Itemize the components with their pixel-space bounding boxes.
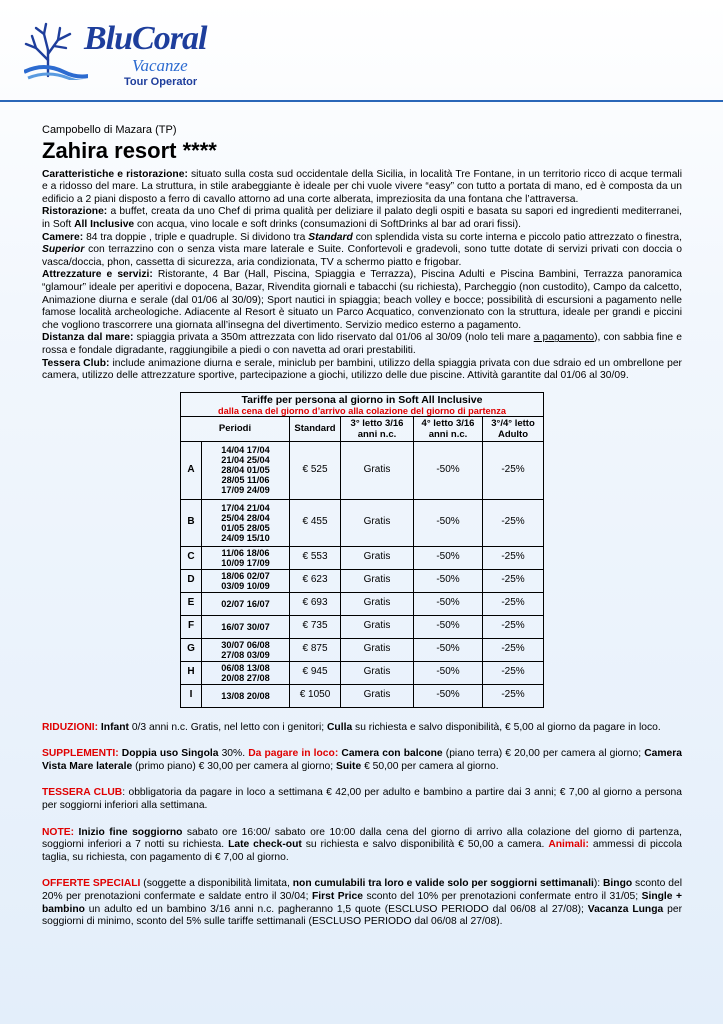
- header-adult-bed: 3°/4° letto Adulto: [483, 416, 544, 441]
- row-standard: € 525: [290, 441, 341, 499]
- row-fourth-bed: -50%: [414, 592, 483, 615]
- row-adult-bed: -25%: [483, 638, 544, 661]
- table-row: [181, 441, 544, 499]
- table-row: [181, 638, 544, 661]
- period-range: 27/08 03/09: [221, 649, 270, 660]
- table-row: [181, 569, 544, 592]
- row-code: D: [181, 569, 202, 592]
- row-fourth-bed: -50%: [414, 499, 483, 546]
- brand-name: BluCoral: [84, 20, 207, 57]
- row-periods: [202, 499, 290, 546]
- row-third-bed: Gratis: [341, 638, 414, 661]
- period-range: 16/07 30/07: [221, 621, 270, 632]
- period-range: 24/09 15/10: [221, 532, 270, 543]
- period-range: 17/09 24/09: [221, 485, 270, 496]
- price-table: [180, 392, 544, 708]
- location: Campobello di Mazara (TP): [42, 124, 177, 136]
- row-periods: [202, 638, 290, 661]
- header-periodi: Periodi: [181, 416, 290, 441]
- period-range: 30/07 06/08: [221, 639, 270, 650]
- row-periods: [202, 569, 290, 592]
- row-fourth-bed: -50%: [414, 615, 483, 638]
- page-title: Zahira resort ****: [42, 137, 217, 163]
- tessera-club-text: TESSERA CLUB: obbligatoria da pagare in loco a settimana € 42,00 per adulto e bambino a partire dai 3 anni; € 7,00 al giorno a persona per soggiorni inferiori alla settimana.: [42, 787, 682, 812]
- row-third-bed: Gratis: [341, 499, 414, 546]
- row-standard: € 623: [290, 569, 341, 592]
- row-third-bed: Gratis: [341, 569, 414, 592]
- period-range: 28/04 01/05: [221, 465, 270, 476]
- period-range: 10/09 17/09: [221, 557, 270, 568]
- row-standard: € 693: [290, 592, 341, 615]
- table-row: [181, 661, 544, 684]
- table-row: [181, 615, 544, 638]
- row-standard: € 1050: [290, 684, 341, 707]
- row-code: F: [181, 615, 202, 638]
- row-adult-bed: -25%: [483, 546, 544, 569]
- row-periods: [202, 592, 290, 615]
- offerte-text: OFFERTE SPECIALI (soggette a disponibilità limitata, non cumulabili tra loro e valide solo per soggiorni settimanali): Bingo sconto del 20% per prenotazioni confermate e saldate entro il 30/04; First Price sconto del 10% per prenotazioni confermate entro il 31/05; Single + bambino un adulto ed un bambino 3/16 anni n.c. pagheranno 1,5 quote (ESCLUSO PERIODO dal 06/08 al 27/08); Vacanza Lunga per soggiorni di minimo, sconto del 5% sulle tariffe settimanali (ESCLUSO PERIODO dal 06/08 al 27/08).: [42, 878, 682, 928]
- brand-tour-operator: Tour Operator: [124, 76, 198, 88]
- row-third-bed: Gratis: [341, 592, 414, 615]
- document-body: [42, 124, 682, 929]
- row-code: G: [181, 638, 202, 661]
- riduzioni-text: RIDUZIONI: Infant 0/3 anni n.c. Gratis, nel letto con i genitori; Culla su richiesta e salvo disponibilità, € 5,00 al giorno da pagare in loco.: [42, 721, 661, 733]
- table-title: Tariffe per persona al giorno in Soft All Inclusive: [241, 393, 483, 406]
- row-fourth-bed: -50%: [414, 546, 483, 569]
- period-range: 14/04 17/04: [221, 445, 270, 456]
- row-standard: € 455: [290, 499, 341, 546]
- row-periods: [202, 441, 290, 499]
- header-third-bed: 3° letto 3/16 anni n.c.: [341, 416, 414, 441]
- coral-icon: [24, 20, 88, 80]
- note-text: NOTE: Inizio fine soggiorno sabato ore 16:00/ sabato ore 10:00 dalla cena del giorno di arrivo alla colazione del giorno di partenza, soggiorni inferiori a 7 notti su richiesta. Late check-out su richiesta e salvo disponibilità € 50,00 a camera. Animali: ammessi di piccola taglia, su richiesta, con pagamento di € 7,00 al giorno.: [42, 826, 683, 863]
- row-third-bed: Gratis: [341, 684, 414, 707]
- period-range: 21/04 25/04: [221, 455, 270, 466]
- row-third-bed: Gratis: [341, 615, 414, 638]
- row-fourth-bed: -50%: [414, 441, 483, 499]
- row-periods: [202, 661, 290, 684]
- row-third-bed: Gratis: [341, 441, 414, 499]
- period-range: 20/08 27/08: [221, 672, 270, 683]
- period-range: 18/06 02/07: [221, 570, 270, 581]
- row-periods: [202, 546, 290, 569]
- period-range: 06/08 13/08: [221, 662, 270, 673]
- row-third-bed: Gratis: [341, 546, 414, 569]
- row-code: H: [181, 661, 202, 684]
- row-adult-bed: -25%: [483, 615, 544, 638]
- table-row: [181, 592, 544, 615]
- period-range: 13/08 20/08: [221, 690, 270, 701]
- table-row: [181, 684, 544, 707]
- row-code: B: [181, 499, 202, 546]
- row-adult-bed: -25%: [483, 441, 544, 499]
- supplementi-text: SUPPLEMENTI: Doppia uso Singola 30%. Da pagare in loco: Camera con balcone (piano terra) € 20,00 per camera al giorno; Camera Vista Mare laterale (primo piano) € 30,00 per camera al giorno; Suite € 50,00 per camera al giorno.: [42, 748, 683, 772]
- row-third-bed: Gratis: [341, 661, 414, 684]
- row-standard: € 735: [290, 615, 341, 638]
- row-fourth-bed: -50%: [414, 684, 483, 707]
- row-fourth-bed: -50%: [414, 661, 483, 684]
- period-range: 01/05 28/05: [221, 522, 270, 533]
- period-range: 25/04 28/04: [221, 512, 270, 523]
- row-adult-bed: -25%: [483, 592, 544, 615]
- table-row: [181, 499, 544, 546]
- brand-vacanze: Vacanze: [132, 56, 188, 75]
- table-row: [181, 546, 544, 569]
- period-range: 11/06 18/06: [221, 547, 270, 558]
- row-code: A: [181, 441, 202, 499]
- row-fourth-bed: -50%: [414, 569, 483, 592]
- header-fourth-bed: 4° letto 3/16 anni n.c.: [414, 416, 483, 441]
- brand-logo: [24, 16, 224, 94]
- row-code: C: [181, 546, 202, 569]
- period-range: 03/09 10/09: [221, 580, 270, 591]
- row-code: E: [181, 592, 202, 615]
- period-range: 17/04 21/04: [221, 502, 270, 513]
- row-periods: [202, 615, 290, 638]
- table-subtitle: dalla cena del giorno d’arrivo alla colazione del giorno di partenza: [218, 405, 506, 416]
- header-divider: [0, 100, 723, 102]
- row-adult-bed: -25%: [483, 569, 544, 592]
- description-text: Caratteristiche e ristorazione: situato sulla costa sud occidentale della Sicilia, in località Tre Fontane, in un territorio ricco di acque termali e a ridosso del mare. La struttura, in stile arabeggiante è ideale per chi vuole vivere “easy” con tutto a portata di mano, ed è composta da un edificio a 2 piani disposto a ferro di cavallo attorno ad una corte alberata, impreziosita da una fontana che l’attraversa. Ristorazione: a buffet, creata da uno Chef di prima qualità per deliziare il palato degli ospiti e basata su sapori ed ingredienti mediterranei, in Soft All Inclusive con acqua, vino locale e soft drinks (consumazioni di SoftDrinks al bar ad orari fissi). Camere: 84 tra doppie , triple e quadruple. Si dividono tra Standard con splendida vista su corte interna e piccolo patio attrezzato o finestra, Superior con terrazzino con o senza vista mare laterale e Suite. Confortevoli e gradevoli, sono tutte dotate di servizi privati con doccia o vasca/doccia, phon, cassetta di sicurezza, aria condizionata, TV a schermo piatto e frigobar. Attrezzature e servizi: Ristorante, 4 Bar (Hall, Piscina, Spiaggia e Terrazza), Piscina Adulti e Piscina Bambini, Terrazza panoramica “glamour” ideale per aperitivi e dopocena, Bazar, Rivendita giornali e tabacchi (su richiesta), Parcheggio (non custodito), Campo da calcetto, Animazione diurna e serale (dal 01/06 al 30/09); Sport nautici in spiaggia; beach volley e bocce; possibilità di escursioni a pagamento nelle famose località archeologiche. Adiacente al Resort è situato un Parco Acquatico, convenzionato con la struttura, ideale per grandi e piccini che vogliono trascorrere una giornata all’insegna del divertimento. Servizio medico esterno a pagamento. Distanza dal mare: spiaggia privata a 350m attrezzata con lido riservato dal 01/06 al 30/09 (nolo teli mare a pagamento), con sabbia fine e rossa e fondale digradante, raggiungibile a piedi o con navetta ad orari prestabiliti. Tessera Club: include animazione diurna e serale, miniclub per bambini, utilizzo della spiaggia privata con due sdraio ed un ombrellone per camera, utilizzo delle attrezzature sportive, partecipazione a giochi, utilizzo delle due piscine. Attività garantite dal 01/06 al 30/09.: [42, 168, 682, 382]
- row-adult-bed: -25%: [483, 499, 544, 546]
- row-periods: [202, 684, 290, 707]
- row-code: I: [181, 684, 202, 707]
- row-fourth-bed: -50%: [414, 638, 483, 661]
- row-adult-bed: -25%: [483, 684, 544, 707]
- header-standard: Standard: [290, 416, 341, 441]
- row-standard: € 945: [290, 661, 341, 684]
- row-standard: € 875: [290, 638, 341, 661]
- period-range: 28/05 11/06: [221, 475, 270, 486]
- period-range: 02/07 16/07: [221, 598, 270, 609]
- row-standard: € 553: [290, 546, 341, 569]
- row-adult-bed: -25%: [483, 661, 544, 684]
